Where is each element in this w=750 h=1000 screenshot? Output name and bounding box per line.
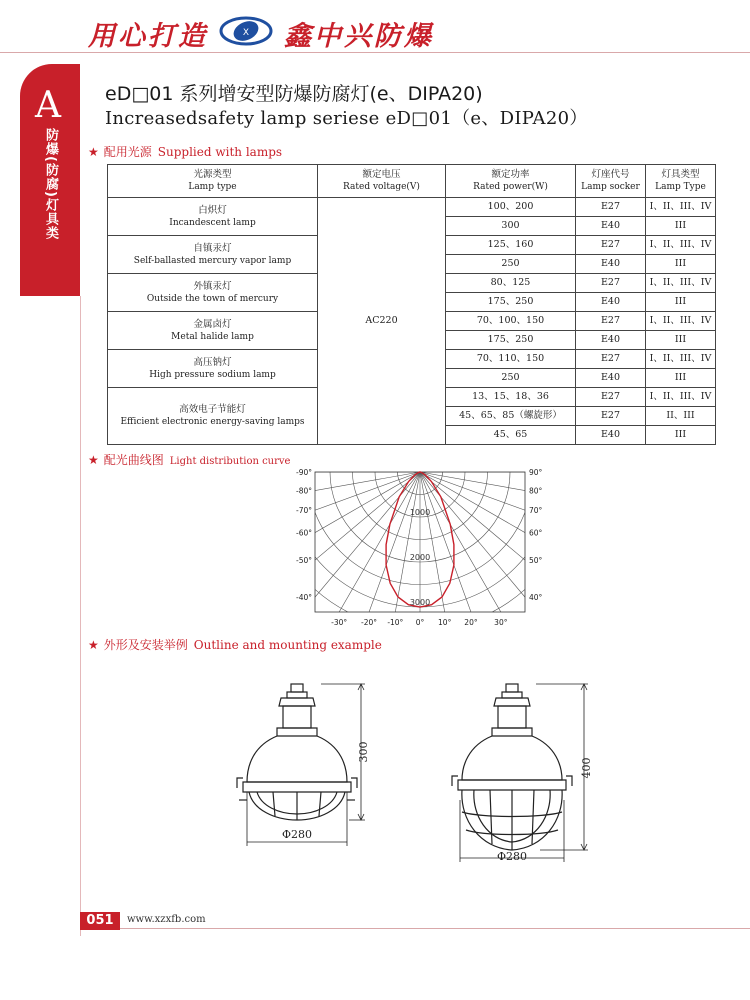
section-lamps-en: Supplied with lamps — [157, 145, 283, 159]
lamp-type-cell: 自镇汞灯 Self-ballasted mercury vapor lamp — [108, 236, 318, 274]
angle-label-right: 60° — [529, 528, 543, 538]
section-curve-en: Light distribution curve — [169, 456, 291, 467]
power-cell: 45、65 — [446, 426, 576, 445]
power-cell: 300 — [446, 217, 576, 236]
socket-cell: E40 — [576, 369, 646, 388]
angle-label-bottom: 20° — [464, 618, 478, 627]
star-icon: ★ — [88, 453, 99, 467]
class-cell: III — [646, 255, 716, 274]
footer-divider — [80, 928, 750, 929]
class-cell: II、III — [646, 407, 716, 426]
section-lamps-cn: 配用光源 — [103, 145, 152, 159]
angle-label-bottom: 0° — [415, 618, 425, 627]
socket-cell: E27 — [576, 274, 646, 293]
socket-cell: E27 — [576, 198, 646, 217]
socket-cell: E40 — [576, 331, 646, 350]
socket-cell: E40 — [576, 426, 646, 445]
section-heading-outline — [88, 636, 382, 653]
power-cell: 80、125 — [446, 274, 576, 293]
angle-label-bottom: 30° — [494, 618, 508, 627]
angle-label-bottom: -20° — [361, 618, 378, 627]
header-lamp-type: 光源类型 Lamp type — [108, 165, 318, 198]
socket-cell: E27 — [576, 350, 646, 369]
section-curve-cn: 配光曲线图 — [103, 453, 164, 467]
class-cell: I、II、III、IV — [646, 236, 716, 255]
angle-label-right: 40° — [529, 593, 543, 603]
product-title-en: Increasedsafety lamp seriese eD□01（e、DIPA20） — [105, 108, 588, 129]
socket-cell: E40 — [576, 255, 646, 274]
table-row — [108, 198, 716, 217]
lamp-type-cell: 金属卤灯 Metal halide lamp — [108, 312, 318, 350]
angle-label-bottom: -10° — [387, 618, 404, 627]
angle-label-left: -50° — [296, 556, 312, 566]
section-heading-curve — [88, 451, 290, 468]
power-cell: 125、160 — [446, 236, 576, 255]
radial-value-label: 1000 — [409, 508, 431, 517]
website-link[interactable]: www.xzxfb.com — [127, 914, 206, 925]
angle-label-bottom: -30° — [331, 618, 348, 627]
angle-label-right: 50° — [529, 556, 543, 566]
class-cell: III — [646, 331, 716, 350]
socket-cell: E40 — [576, 217, 646, 236]
power-cell: 175、250 — [446, 331, 576, 350]
lamp-type-cell: 高效电子节能灯 Efficient electronic energy-saving lamps — [108, 388, 318, 445]
lamp-type-cell: 白炽灯 Incandescent lamp — [108, 198, 318, 236]
class-cell: I、II、III、IV — [646, 350, 716, 369]
grid-spoke — [420, 472, 489, 631]
lamp-type-cell: 外镇汞灯 Outside the town of mercury — [108, 274, 318, 312]
class-cell: I、II、III、IV — [646, 312, 716, 331]
power-cell: 250 — [446, 369, 576, 388]
angle-label-left: -70° — [296, 506, 312, 516]
light-distribution-chart — [285, 466, 565, 631]
brand-slogan: 用心打造 — [88, 21, 208, 52]
section-outline-cn: 外形及安装举例 — [103, 638, 188, 652]
lamp-spec-table — [107, 164, 716, 445]
company-logo-icon — [218, 14, 274, 48]
power-cell: 45、65、85（螺旋形） — [446, 407, 576, 426]
lamp-drawing-400 — [440, 680, 600, 870]
voltage-cell: AC220 — [318, 198, 446, 445]
socket-cell: E27 — [576, 312, 646, 331]
power-cell: 13、15、18、36 — [446, 388, 576, 407]
header-divider — [0, 52, 750, 53]
lamp-drawing-300 — [225, 680, 385, 855]
diameter-label: Φ280 — [281, 828, 313, 841]
angle-label-left: -60° — [296, 528, 312, 538]
class-cell: III — [646, 369, 716, 388]
angle-label-left: -90° — [296, 468, 312, 477]
grid-spoke — [420, 472, 565, 631]
class-cell: I、II、III、IV — [646, 198, 716, 217]
class-cell: I、II、III、IV — [646, 274, 716, 293]
radial-value-label: 2000 — [409, 553, 431, 562]
socket-cell: E40 — [576, 293, 646, 312]
height-label: 400 — [580, 757, 593, 779]
angle-label-right: 80° — [529, 486, 543, 496]
header-lamp-socket: 灯座代号 Lamp socker — [576, 165, 646, 198]
page-number: 051 — [80, 912, 120, 930]
angle-label-right: 70° — [529, 506, 543, 516]
header-lamp-class: 灯具类型 Lamp Type — [646, 165, 716, 198]
socket-cell: E27 — [576, 236, 646, 255]
section-outline-en: Outline and mounting example — [193, 638, 382, 652]
angle-label-left: -80° — [296, 486, 312, 496]
grid-spoke — [420, 472, 565, 631]
power-cell: 70、100、150 — [446, 312, 576, 331]
star-icon: ★ — [88, 145, 99, 159]
power-cell: 100、200 — [446, 198, 576, 217]
lamp-type-cell: 高压钠灯 High pressure sodium lamp — [108, 350, 318, 388]
grid-spoke — [420, 472, 565, 609]
grid-spoke — [420, 472, 565, 631]
svg-text:X: X — [242, 28, 250, 38]
angle-label-left: -40° — [296, 593, 312, 603]
angle-label-right: 90° — [529, 468, 543, 477]
class-cell: I、II、III、IV — [646, 388, 716, 407]
table-header-row — [108, 165, 716, 198]
radial-value-label: 3000 — [409, 598, 431, 607]
socket-cell: E27 — [576, 407, 646, 426]
side-divider — [80, 296, 81, 936]
brand-name: 鑫中兴防爆 — [284, 21, 434, 52]
angle-label-bottom: 10° — [438, 618, 452, 627]
header-rated-power: 额定功率 Rated power(W) — [446, 165, 576, 198]
product-title-cn: eD□01 系列增安型防爆防腐灯(e、DIPA20) — [105, 83, 483, 105]
brand-header — [88, 14, 488, 54]
power-cell: 175、250 — [446, 293, 576, 312]
grid-spoke — [351, 472, 420, 631]
class-cell: III — [646, 217, 716, 236]
category-label: 防爆(防腐)灯具类 — [43, 128, 58, 240]
grid-spoke — [420, 472, 565, 631]
header-rated-voltage: 额定电压 Rated voltage(V) — [318, 165, 446, 198]
class-cell: III — [646, 293, 716, 312]
star-icon: ★ — [88, 638, 99, 652]
section-heading-lamps — [88, 143, 282, 160]
power-cell: 70、110、150 — [446, 350, 576, 369]
height-label: 300 — [357, 741, 370, 763]
class-cell: III — [646, 426, 716, 445]
diameter-label: Φ280 — [496, 850, 528, 863]
socket-cell: E27 — [576, 388, 646, 407]
category-letter: A — [35, 85, 61, 126]
power-cell: 250 — [446, 255, 576, 274]
